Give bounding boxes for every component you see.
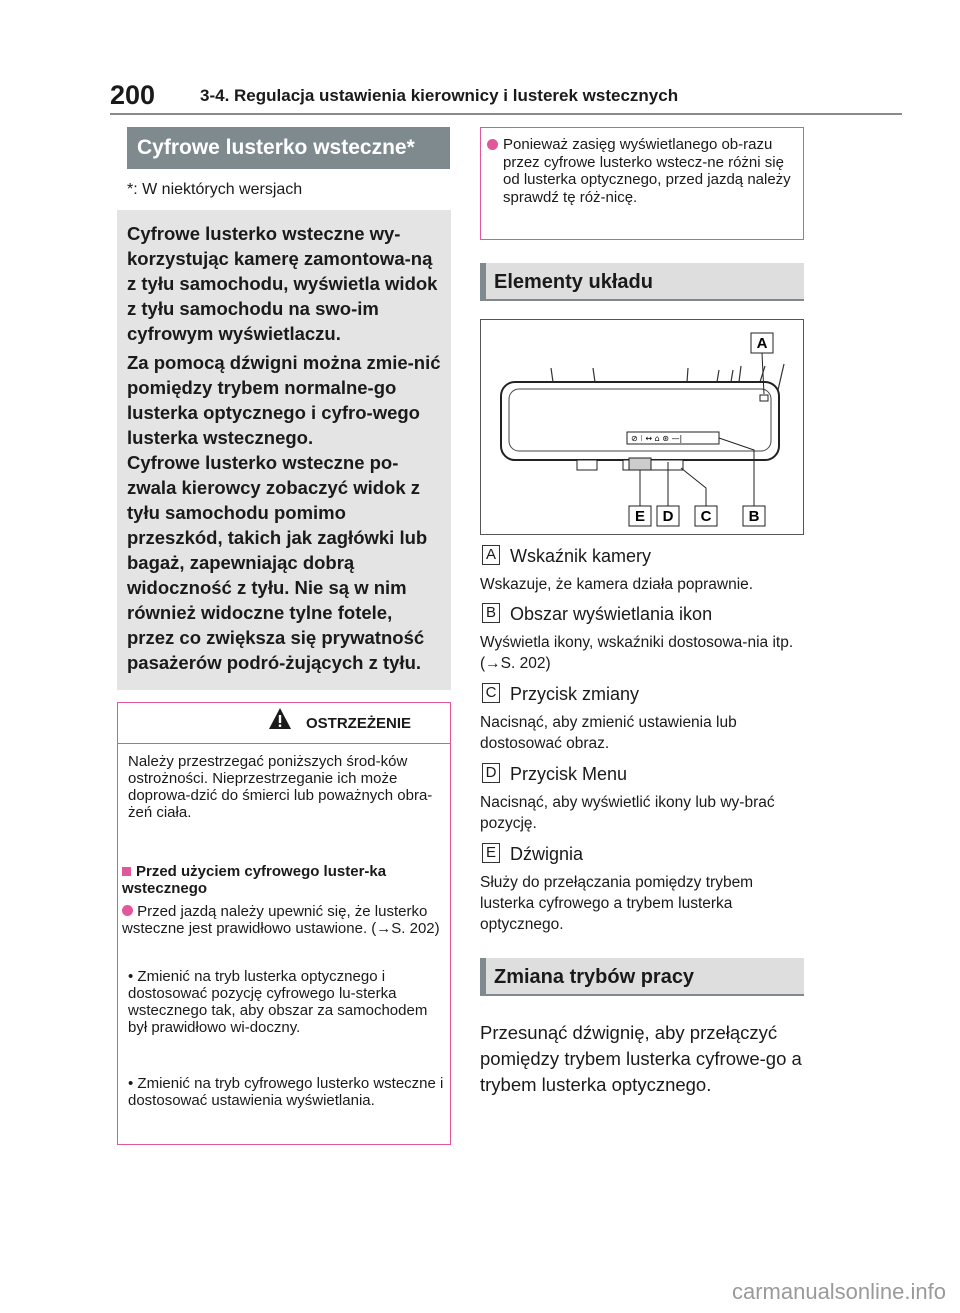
warning-title: OSTRZEŻENIE [306, 715, 412, 732]
item-title: E Dźwignia [482, 844, 583, 865]
diagram-label-c: C [700, 508, 712, 525]
warning-box [117, 702, 451, 1145]
item-description: Nacisnąć, aby zmienić ustawienia lub dostosować obraz. [480, 714, 737, 752]
note-box [480, 127, 804, 240]
chapter-title: 3-4. Regulacja ustawienia kierownicy i lusterek wstecznych [200, 86, 679, 105]
item-description: Wyświetla ikony, wskaźniki dostosowa-nia itp. (→S. 202) [480, 634, 794, 672]
svg-text:⊘ ⁝ ↔ ⌂ ⊛ —|: ⊘ ⁝ ↔ ⌂ ⊛ —| [631, 434, 683, 443]
warning-bullet: Przed jazdą należy upewnić się, że lusterko wsteczne jest prawidłowo ustawione. (→S. 202) [122, 903, 440, 937]
warning-item: • Zmienić na tryb cyfrowego lusterko wsteczne i dostosować ustawienia wyświetlania. [128, 1075, 444, 1109]
circle-bullet-icon [122, 905, 133, 916]
mirror-diagram [480, 319, 804, 535]
watermark: carmanualsonline.info [731, 1279, 946, 1304]
warning-subhead: Przed użyciem cyfrowego luster-ka wstecznego [122, 863, 387, 897]
intro-paragraph: Za pomocą dźwigni można zmie-nić pomiędzy trybem normalne-go lusterka optycznego i cyfro-wego lusterka wstecznego. [127, 352, 441, 448]
item-description: Wskazuje, że kamera działa poprawnie. [480, 576, 754, 593]
intro-paragraph: Cyfrowe lusterko wsteczne wy-korzystując kamerę zamontowa-ną z tyłu samochodu, wyświetla widok z tyłu samochodu na swo-im cyfrowym wyświetlaczu. [127, 223, 438, 344]
diagram-label-d: D [662, 508, 674, 525]
components-title: Elementy układu [494, 271, 653, 293]
circle-bullet-icon [487, 139, 498, 150]
square-bullet-icon [122, 867, 131, 876]
item-description: Służy do przełączania pomiędzy trybem lusterka cyfrowego a trybem lusterka optycznego. [480, 874, 754, 933]
warning-header [118, 703, 450, 744]
header-divider [110, 113, 902, 115]
diagram-label-b: B [748, 508, 760, 525]
item-title: A Wskaźnik kamery [482, 546, 651, 567]
mode-title: Zmiana trybów pracy [494, 966, 695, 988]
warning-item: • Zmienić na tryb lusterka optycznego i dostosować pozycję cyfrowego lu-sterka wstecznego tak, aby obszar za samochodem był prawidłowo wi-doczny. [128, 968, 428, 1036]
page-number: 200 [110, 80, 156, 110]
mode-header [480, 958, 804, 996]
intro-box [117, 210, 451, 690]
mode-text: Przesunąć dźwignię, aby przełączyć pomiędzy trybem lusterka cyfrowe-go a trybem lusterka optycznego. [480, 1022, 802, 1095]
diagram-label-a: A [756, 335, 768, 352]
diagram-label-e: E [634, 508, 646, 525]
intro-paragraph: Cyfrowe lusterko wsteczne po-zwala kierowcy zobaczyć widok z tyłu samochodu pomimo przeszkód, takich jak zagłówki lub bagaż, zapewniając dobrą widoczność z tyłu. Nie są w nim również widoczne tylne fotele, przez co zwiększa się prywatność pasażerów podró-żujących z tyłu. [127, 452, 428, 673]
mirror-illustration [481, 320, 803, 534]
footnote: *: W niektórych wersjach [127, 181, 303, 198]
components-header [480, 263, 804, 301]
item-title: D Przycisk Menu [482, 764, 627, 785]
warning-icon [268, 707, 292, 731]
warning-intro: Należy przestrzegać poniższych środ-ków ostrożności. Nieprzestrzeganie ich może doprowa-dzić do śmierci lub poważnych obra-żeń ciała. [128, 753, 433, 821]
item-title: B Obszar wyświetlania ikon [482, 604, 712, 625]
item-description: Nacisnąć, aby wyświetlić ikony lub wy-brać pozycję. [480, 794, 775, 832]
item-title: C Przycisk zmiany [482, 684, 639, 705]
section-title: Cyfrowe lusterko wsteczne* [127, 127, 450, 169]
note-text: Ponieważ zasięg wyświetlanego ob-razu przez cyfrowe lusterko wstecz-ne różni się od lusterka optycznego, przed jazdą należy sprawdź tę róż-nicę. [503, 136, 791, 206]
